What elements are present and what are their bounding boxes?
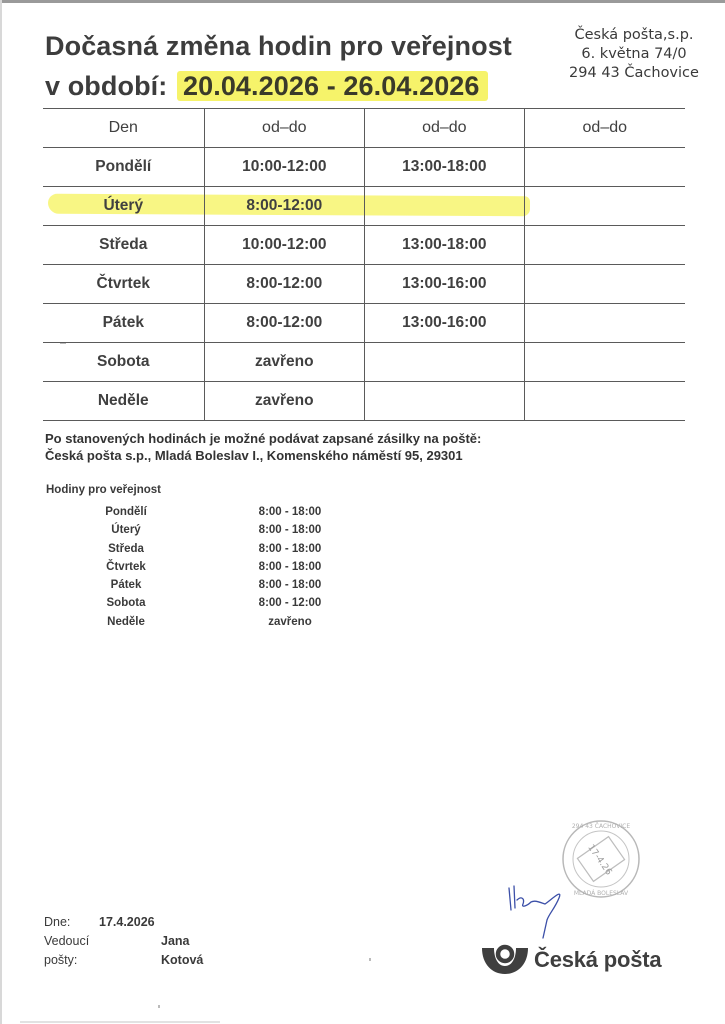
list-item <box>80 594 340 612</box>
hours-day: Pondělí <box>105 506 147 518</box>
list-item <box>80 558 340 576</box>
table-row <box>43 226 685 265</box>
day-cell: Pondělí <box>43 148 204 187</box>
date-label: Dne: <box>44 915 71 929</box>
slot-cell <box>524 343 685 382</box>
posthorn-icon <box>480 944 530 976</box>
slot-cell: 13:00-16:00 <box>365 265 524 304</box>
column-header-slot3: od–do <box>524 109 685 148</box>
slot-cell: 13:00-16:00 <box>365 304 524 343</box>
scan-edge-bottom <box>20 1021 220 1023</box>
office-address <box>556 26 712 83</box>
logo-text: Česká pošta <box>534 947 662 972</box>
day-cell: Pátek <box>43 304 204 343</box>
day-cell: Úterý <box>43 187 204 226</box>
table-row <box>43 148 685 187</box>
period-range: 20.04.2026 - 26.04.2026 <box>177 71 488 101</box>
schedule-table <box>43 108 685 421</box>
note-line-1: Po stanovených hodinách je možné podávat zapsané zásilky na poště: <box>45 431 482 446</box>
address-line-1: Česká pošta,s.p. <box>574 27 694 43</box>
hours-time: 8:00 - 18:00 <box>258 579 322 592</box>
hours-time: 8:00 - 18:00 <box>258 524 322 537</box>
list-item <box>80 576 340 594</box>
hours-time: 8:00 - 18:00 <box>258 560 322 573</box>
slot-cell: 10:00-12:00 <box>204 226 365 265</box>
list-item <box>80 503 340 521</box>
table-header-row <box>43 109 685 148</box>
table-row <box>43 343 685 382</box>
title-line-1: Dočasná změna hodin pro veřejnost <box>45 31 512 61</box>
table-row <box>43 382 685 421</box>
regular-hours-title: Hodiny pro veřejnost <box>46 484 162 496</box>
table-row <box>43 304 685 343</box>
slot-cell: 8:00-12:00 <box>204 304 365 343</box>
hours-time: 8:00 - 18:00 <box>258 542 322 555</box>
column-header-day: Den <box>43 109 204 148</box>
scan-speck <box>158 1005 160 1008</box>
slot-cell <box>524 187 685 226</box>
signature <box>505 880 575 940</box>
slot-cell: zavřeno <box>204 343 365 382</box>
address-line-3: 294 43 Čachovice <box>569 65 699 81</box>
table-row <box>43 265 685 304</box>
note-line-2: Česká pošta s.p., Mladá Boleslav I., Komenského náměstí 95, 29301 <box>45 448 463 463</box>
hours-time: 8:00 - 18:00 <box>258 506 322 518</box>
column-header-slot1: od–do <box>204 109 365 148</box>
list-item <box>80 613 340 631</box>
svg-text:294 43 ČACHOVICE: 294 43 ČACHOVICE <box>571 823 631 830</box>
hours-day: Sobota <box>106 597 146 610</box>
slot-cell: 13:00-18:00 <box>365 148 524 187</box>
hours-day: Neděle <box>107 615 145 628</box>
column-header-slot2: od–do <box>365 109 524 148</box>
slot-cell: zavřeno <box>204 382 365 421</box>
manager-name: Jana Kotová <box>161 934 204 967</box>
slot-cell <box>524 265 685 304</box>
slot-cell: 8:00-12:00 <box>204 265 365 304</box>
hours-day: Čtvrtek <box>106 560 146 573</box>
manager-label: Vedoucí pošty: <box>44 934 90 967</box>
list-item <box>80 540 340 558</box>
table-row <box>43 187 685 226</box>
scan-speck <box>369 958 371 961</box>
address-line-2: 6. května 74/0 <box>581 46 687 62</box>
hours-time: zavřeno <box>268 615 312 628</box>
hours-day: Úterý <box>111 524 141 537</box>
day-cell: Neděle <box>43 382 204 421</box>
scan-edge-top <box>0 0 725 3</box>
day-cell: Čtvrtek <box>43 265 204 304</box>
hours-day: Pátek <box>110 579 142 592</box>
slot-cell: 13:00-18:00 <box>365 226 524 265</box>
scan-speck <box>60 343 66 344</box>
hours-time: 8:00 - 12:00 <box>258 597 322 610</box>
regular-hours-list <box>80 503 340 631</box>
list-item <box>80 521 340 539</box>
day-cell: Středa <box>43 226 204 265</box>
slot-cell: 10:00-12:00 <box>204 148 365 187</box>
date-value: 17.4.2026 <box>99 915 155 929</box>
svg-text:17-4.26: 17-4.26 <box>585 843 614 878</box>
slot-cell <box>365 187 524 226</box>
day-cell: Sobota <box>43 343 204 382</box>
slot-cell: 8:00-12:00 <box>204 187 365 226</box>
slot-cell <box>524 304 685 343</box>
alternate-office-note <box>45 430 481 464</box>
ceska-posta-logo <box>480 944 661 976</box>
slot-cell <box>365 382 524 421</box>
slot-cell <box>524 148 685 187</box>
title-line-2 <box>45 66 512 106</box>
scan-edge-left <box>0 0 2 1024</box>
page-title <box>45 26 512 106</box>
hours-day: Středa <box>108 542 144 555</box>
period-label: v období: <box>45 71 168 101</box>
svg-text:MLADÁ BOLESLAV: MLADÁ BOLESLAV <box>573 890 629 897</box>
slot-cell <box>524 382 685 421</box>
slot-cell <box>365 343 524 382</box>
slot-cell <box>524 226 685 265</box>
